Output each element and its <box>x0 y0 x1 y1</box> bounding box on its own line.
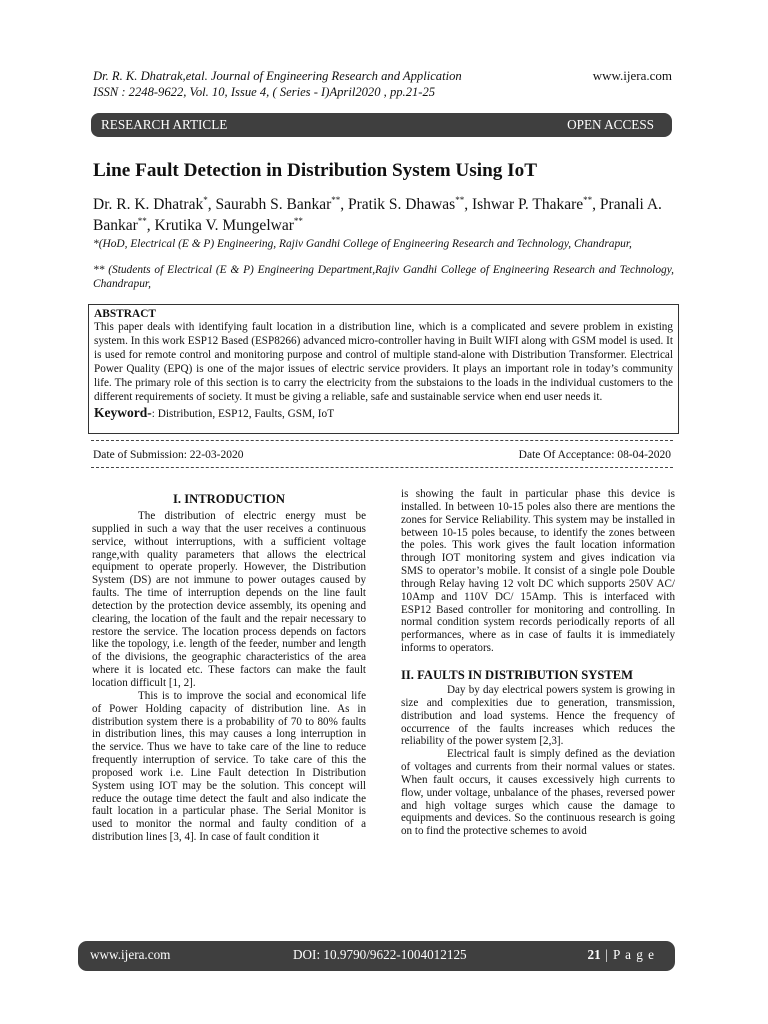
affiliation-mark: ** <box>583 195 593 205</box>
journal-header <box>93 68 593 100</box>
affiliation-1: *(HoD, Electrical (E & P) Engineering, Rajiv Gandhi College of Engineering Research and Technology, Chandrapur, <box>93 238 632 250</box>
abstract-box <box>88 304 679 434</box>
body-paragraph: is showing the fault in particular phase this device is installed. In between 10-15 poles also there are mentions the zones for Service Reliability. This system may be installed in between 10-15 poles because, to identify the zones between the poles. This work gives the fault location information through IOT monitoring system and gives indication via SMS to operator’s mobile. It consist of a single pole Double through Relay having 12 volt DC which supports 250V AC/ 10Amp and 110V DC/ 15Amp. This is interfaced with ESP12 Based controller for monitoring and controlling. In normal condition system records periodically reports of all performances, where as in case of faults it is immediately informs to operators. <box>401 488 675 655</box>
article-type-banner <box>91 113 672 137</box>
journal-citation: Dr. R. K. Dhatrak,etal. Journal of Engineering Research and Application <box>93 69 462 83</box>
open-access-label: OPEN ACCESS <box>567 117 654 132</box>
body-column-right <box>401 488 675 838</box>
header-url[interactable]: www.ijera.com <box>592 68 672 83</box>
footer-doi[interactable]: DOI: 10.9790/9622-1004012125 <box>293 947 467 962</box>
paper-title: Line Fault Detection in Distribution System Using IoT <box>93 160 538 181</box>
affiliation-mark: ** <box>455 195 465 205</box>
affiliation-mark: ** <box>293 216 303 226</box>
body-paragraph: Day by day electrical powers system is growing in size and complexities due to generation, transmission, distribution and load systems. Hence the frequency of occurrence of the faults increases which reduces the reliability of the power system [2,3]. <box>401 683 675 748</box>
keyword-list: : Distribution, ESP12, Faults, GSM, IoT <box>151 408 335 421</box>
author-name: Pranali A. Bankar <box>93 196 662 234</box>
abstract-heading: ABSTRACT <box>94 308 157 320</box>
author-name: Pratik S. Dhawas <box>348 196 456 213</box>
submission-date: Date of Submission: 22-03-2020 <box>93 449 244 461</box>
body-column-left <box>92 488 366 844</box>
affiliation-mark: * <box>203 195 208 205</box>
body-paragraph: Electrical fault is simply defined as the deviation of voltages and currents from their normal values or states. When fault occurs, it causes excessively high currents to flow, under voltage, unbalance of the phases, reversed power and high voltage surges which cause the damage to equipments and devices. So the continuous research is going on to find the protective schemes to avoid <box>401 748 675 838</box>
affiliation-mark: ** <box>331 195 341 205</box>
keywords <box>94 405 673 422</box>
author-name: Saurabh S. Bankar <box>215 196 332 213</box>
page-number: 21 <box>587 947 601 962</box>
footer-url[interactable]: www.ijera.com <box>90 947 171 962</box>
divider <box>91 440 673 441</box>
page-label: | P a g e <box>600 947 655 962</box>
journal-issn: ISSN : 2248-9622, Vol. 10, Issue 4, ( Series - I)April2020 , pp.21-25 <box>93 85 436 99</box>
research-article-label: RESEARCH ARTICLE <box>101 117 228 132</box>
divider <box>91 467 673 468</box>
abstract-text: This paper deals with identifying fault location in a distribution line, which is a complicated and severe problem in existing system. In this work ESP12 Based (ESP8266) advanced micro-controller having in Built WIFI along with GSM model is used. It is used for remote control and monitoring purpose and control of multiple stand-alone with Distribution Transformer. Electrical Power Quality (EPQ) is one of the major issues of electric service providers. It plays an important role in today’s community life. The primary role of this section is to carry the electricity from the substaions to the loads in the individual customers to the different requirements of society. It must be giving a reliable, safe and sustainable service when end user needs it. <box>94 321 673 403</box>
affiliation-mark: ** <box>137 216 147 226</box>
author-name: Dr. R. K. Dhatrak <box>93 196 204 213</box>
page-indicator <box>588 947 655 963</box>
affiliation-2: ** (Students of Electrical (E & P) Engineering Department,Rajiv Gandhi College of Engineering Research and Technology, Chandrapur, <box>93 264 674 291</box>
keyword-label: Keyword- <box>94 405 152 421</box>
acceptance-date: Date Of Acceptance: 08-04-2020 <box>518 449 671 461</box>
author-name: Ishwar P. Thakare <box>471 196 584 213</box>
page-footer <box>78 941 675 971</box>
author-list: Dr. R. K. Dhatrak*, Saurabh S. Bankar**, Pratik S. Dhawas**, Ishwar P. Thakare**, Pranali A. Bankar**, Krutika V. Mungelwar** <box>93 195 662 234</box>
body-paragraph: This is to improve the social and economical life of Power Holding capacity of distribution line. As in distribution system there is a probability of 70 to 80% faults in distribution lines, this may causes a long interruption in the service. Thus we have to take care of the line to reduce frequently interruption of service. To take care of this the proposed work i.e. Line Fault detection In Distribution System using IOT may be the solution. This concept will reduce the outage time detect the fault and also indicate the fault location in a particular phase. The Serial Monitor is used to monitor the normal and faulty condition of a distribution lines [3, 4]. In case of fault condition it <box>92 689 366 844</box>
section-heading-faults: II. FAULTS IN DISTRIBUTION SYSTEM <box>401 667 634 682</box>
body-paragraph: The distribution of electric energy must be supplied in such a way that the user receives a continuous service, without interruptions, with a sufficient voltage range,with quality parameters that allows the electrical equipment to operate properly. However, the Distribution System (DS) are not immune to power outages caused by faults. The time of interruption depends on the line fault detection by the protection device assembly, its opening and clearing, the location of the fault and the repair necessary to restore the service. The location process depends on factors like the topology, i.e. length of the feeder, number and length of the divisions, the geographic characteristics of the area where it is located etc. These factors can make the fault location difficult [1, 2]. <box>92 510 366 689</box>
section-heading-introduction: I. INTRODUCTION <box>173 492 285 506</box>
author-name: Krutika V. Mungelwar <box>154 217 294 234</box>
date-row <box>93 448 673 462</box>
